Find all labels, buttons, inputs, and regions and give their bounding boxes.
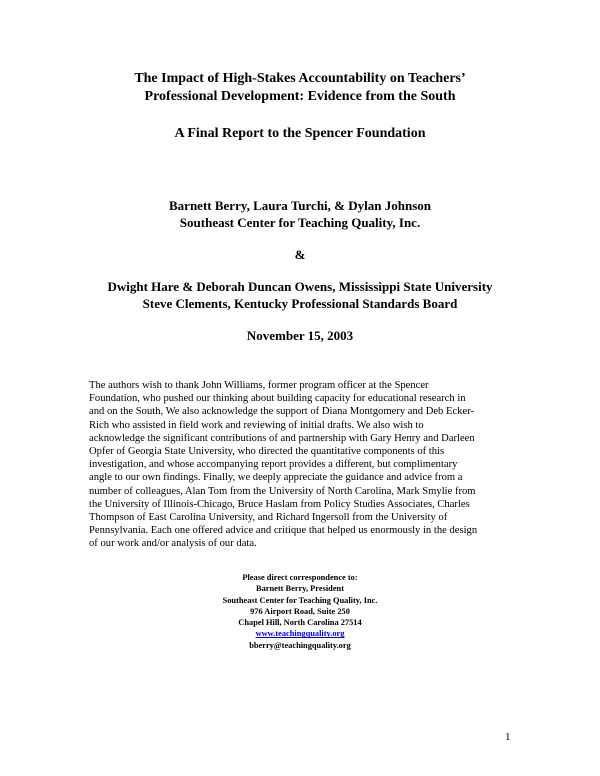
authors-primary	[0, 197, 600, 231]
authors2-line-2: Steve Clements, Kentucky Professional Standards Board	[142, 296, 458, 311]
ack-line: Opfer of Georgia State University, who directed the quantitative components of this	[89, 446, 445, 458]
report-title	[0, 70, 600, 106]
ack-line: The authors wish to thank John Williams, former program officer at the Spencer	[89, 380, 429, 391]
contact-org: Southeast Center for Teaching Quality, Inc.	[222, 595, 378, 605]
contact-name: Barnett Berry, President	[256, 584, 344, 594]
website-link[interactable]: www.teachingquality.org	[255, 629, 345, 639]
correspondence-block	[0, 572, 600, 651]
acknowledgment-paragraph	[89, 379, 521, 551]
title-line-2: Professional Development: Evidence from the South	[144, 89, 456, 104]
authors-line-1: Barnett Berry, Laura Turchi, & Dylan Johnson	[169, 198, 431, 213]
authors2-line-1: Dwight Hare & Deborah Duncan Owens, Mississippi State University	[107, 279, 493, 294]
ack-line: Pennsylvania. Each one offered advice and critique that helped us enormously in the design	[89, 525, 478, 537]
report-subtitle: A Final Report to the Spencer Foundation	[174, 126, 426, 141]
ack-line: Rich who assisted in field work and reviewing of initial drafts. We also wish to	[89, 419, 424, 431]
title-line-1: The Impact of High-Stakes Accountability on Teachers’	[134, 71, 466, 86]
ack-line: Foundation, who pushed our thinking about building capacity for educational research in	[89, 393, 466, 405]
authors-secondary	[0, 278, 600, 312]
ack-line: and on the South, We also acknowledge the support of Diana Montgomery and Deb Ecker-	[89, 406, 475, 418]
ack-line: angle to our own findings. Finally, we deeply appreciate the guidance and advice from a	[89, 472, 463, 484]
ack-line: investigation, and whose accompanying report provides a different, but complimentary	[89, 459, 458, 471]
contact-address-2: Chapel Hill, North Carolina 27514	[238, 618, 362, 628]
contact-address-1: 976 Airport Road, Suite 250	[250, 606, 350, 616]
ack-line: of our work and/or analysis of our data.	[89, 538, 257, 550]
ack-line: number of colleagues, Alan Tom from the University of North Carolina, Mark Smylie from	[89, 485, 476, 497]
ack-line: the University of Illinois-Chicago, Bruce Haslam from Policy Studies Associates, Charles	[89, 498, 470, 510]
ack-line: acknowledge the significant contributions of and partnership with Gary Henry and Darleen	[89, 432, 475, 444]
contact-email: bberry@teachingquality.org	[249, 640, 351, 650]
authors-line-2: Southeast Center for Teaching Quality, Inc.	[179, 215, 421, 230]
contact-heading: Please direct correspondence to:	[242, 573, 358, 582]
report-date: November 15, 2003	[246, 328, 354, 343]
ack-line: Thompson of East Carolina University, and Richard Ingersoll from the University of	[89, 512, 448, 524]
page-number: 1	[505, 731, 511, 743]
ampersand-separator: &	[294, 247, 306, 262]
